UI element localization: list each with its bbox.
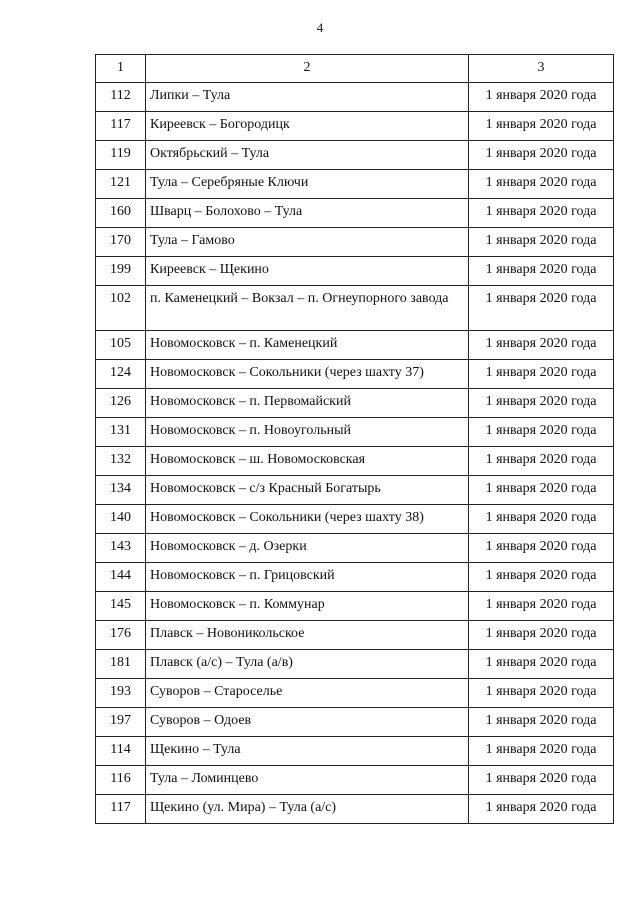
start-date-cell: 1 января 2020 года [469,737,614,766]
route-number-cell: 160 [96,199,146,228]
route-number-cell: 121 [96,170,146,199]
start-date-cell: 1 января 2020 года [469,389,614,418]
table-row [96,795,614,824]
route-name-cell: Щекино (ул. Мира) – Тула (а/с) [146,795,469,824]
start-date-cell: 1 января 2020 года [469,795,614,824]
route-name-cell: Новомосковск – п. Первомайский [146,389,469,418]
route-name-cell: Новомосковск – Сокольники (через шахту 38) [146,505,469,534]
route-name-cell: Плавск – Новоникольское [146,621,469,650]
table-row [96,505,614,534]
route-name-cell: Новомосковск – Сокольники (через шахту 37) [146,360,469,389]
route-name-cell: Тула – Гамово [146,228,469,257]
route-number-cell: 116 [96,766,146,795]
route-name-cell: Киреевск – Щекино [146,257,469,286]
route-name-cell: Липки – Тула [146,83,469,112]
route-number-cell: 143 [96,534,146,563]
table-row [96,563,614,592]
start-date-cell: 1 января 2020 года [469,708,614,737]
table-row [96,679,614,708]
route-number-cell: 131 [96,418,146,447]
route-number-cell: 117 [96,795,146,824]
table-row [96,331,614,360]
table-row [96,112,614,141]
route-number-cell: 145 [96,592,146,621]
route-name-cell: п. Каменецкий – Вокзал – п. Огнеупорного завода [146,286,469,331]
table-row [96,534,614,563]
start-date-cell: 1 января 2020 года [469,83,614,112]
route-name-cell: Новомосковск – д. Озерки [146,534,469,563]
route-name-cell: Новомосковск – с/з Красный Богатырь [146,476,469,505]
route-name-cell: Октябрьский – Тула [146,141,469,170]
route-name-cell: Новомосковск – п. Коммунар [146,592,469,621]
routes-table-body [96,55,614,824]
table-row [96,389,614,418]
route-number-cell: 170 [96,228,146,257]
route-name-cell: Киреевск – Богородицк [146,112,469,141]
table-row [96,228,614,257]
table-row [96,286,614,331]
table-row [96,447,614,476]
route-name-cell: Суворов – Староселье [146,679,469,708]
start-date-cell: 1 января 2020 года [469,331,614,360]
route-number-cell: 105 [96,331,146,360]
start-date-cell: 1 января 2020 года [469,360,614,389]
route-name-cell: Новомосковск – п. Новоугольный [146,418,469,447]
start-date-cell: 1 января 2020 года [469,170,614,199]
start-date-cell: 1 января 2020 года [469,199,614,228]
column-header-date: 3 [469,55,614,83]
table-row [96,83,614,112]
table-row [96,476,614,505]
route-number-cell: 193 [96,679,146,708]
route-number-cell: 119 [96,141,146,170]
route-number-cell: 102 [96,286,146,331]
route-name-cell: Новомосковск – ш. Новомосковская [146,447,469,476]
route-name-cell: Суворов – Одоев [146,708,469,737]
column-header-number: 1 [96,55,146,83]
column-header-route: 2 [146,55,469,83]
route-number-cell: 114 [96,737,146,766]
table-row [96,650,614,679]
route-number-cell: 197 [96,708,146,737]
table-row [96,257,614,286]
table-row [96,708,614,737]
start-date-cell: 1 января 2020 года [469,650,614,679]
start-date-cell: 1 января 2020 года [469,447,614,476]
start-date-cell: 1 января 2020 года [469,257,614,286]
route-number-cell: 199 [96,257,146,286]
route-name-cell: Новомосковск – п. Каменецкий [146,331,469,360]
route-number-cell: 117 [96,112,146,141]
table-header-row [96,55,614,83]
route-name-cell: Тула – Ломинцево [146,766,469,795]
route-number-cell: 112 [96,83,146,112]
table-row [96,418,614,447]
start-date-cell: 1 января 2020 года [469,621,614,650]
start-date-cell: 1 января 2020 года [469,112,614,141]
route-number-cell: 132 [96,447,146,476]
table-row [96,360,614,389]
start-date-cell: 1 января 2020 года [469,592,614,621]
route-name-cell: Новомосковск – п. Грицовский [146,563,469,592]
table-row [96,592,614,621]
start-date-cell: 1 января 2020 года [469,505,614,534]
route-number-cell: 140 [96,505,146,534]
route-number-cell: 134 [96,476,146,505]
table-row [96,621,614,650]
start-date-cell: 1 января 2020 года [469,286,614,331]
start-date-cell: 1 января 2020 года [469,418,614,447]
route-number-cell: 126 [96,389,146,418]
start-date-cell: 1 января 2020 года [469,679,614,708]
route-number-cell: 176 [96,621,146,650]
route-name-cell: Плавск (а/с) – Тула (а/в) [146,650,469,679]
table-row [96,170,614,199]
table-row [96,199,614,228]
route-name-cell: Щекино – Тула [146,737,469,766]
start-date-cell: 1 января 2020 года [469,766,614,795]
route-number-cell: 144 [96,563,146,592]
start-date-cell: 1 января 2020 года [469,534,614,563]
table-row [96,737,614,766]
route-number-cell: 181 [96,650,146,679]
start-date-cell: 1 января 2020 года [469,228,614,257]
page-number: 4 [316,20,324,35]
route-name-cell: Тула – Серебряные Ключи [146,170,469,199]
start-date-cell: 1 января 2020 года [469,476,614,505]
route-name-cell: Шварц – Болохово – Тула [146,199,469,228]
table-row [96,141,614,170]
routes-table [95,54,614,824]
start-date-cell: 1 января 2020 года [469,141,614,170]
route-number-cell: 124 [96,360,146,389]
start-date-cell: 1 января 2020 года [469,563,614,592]
table-row [96,766,614,795]
